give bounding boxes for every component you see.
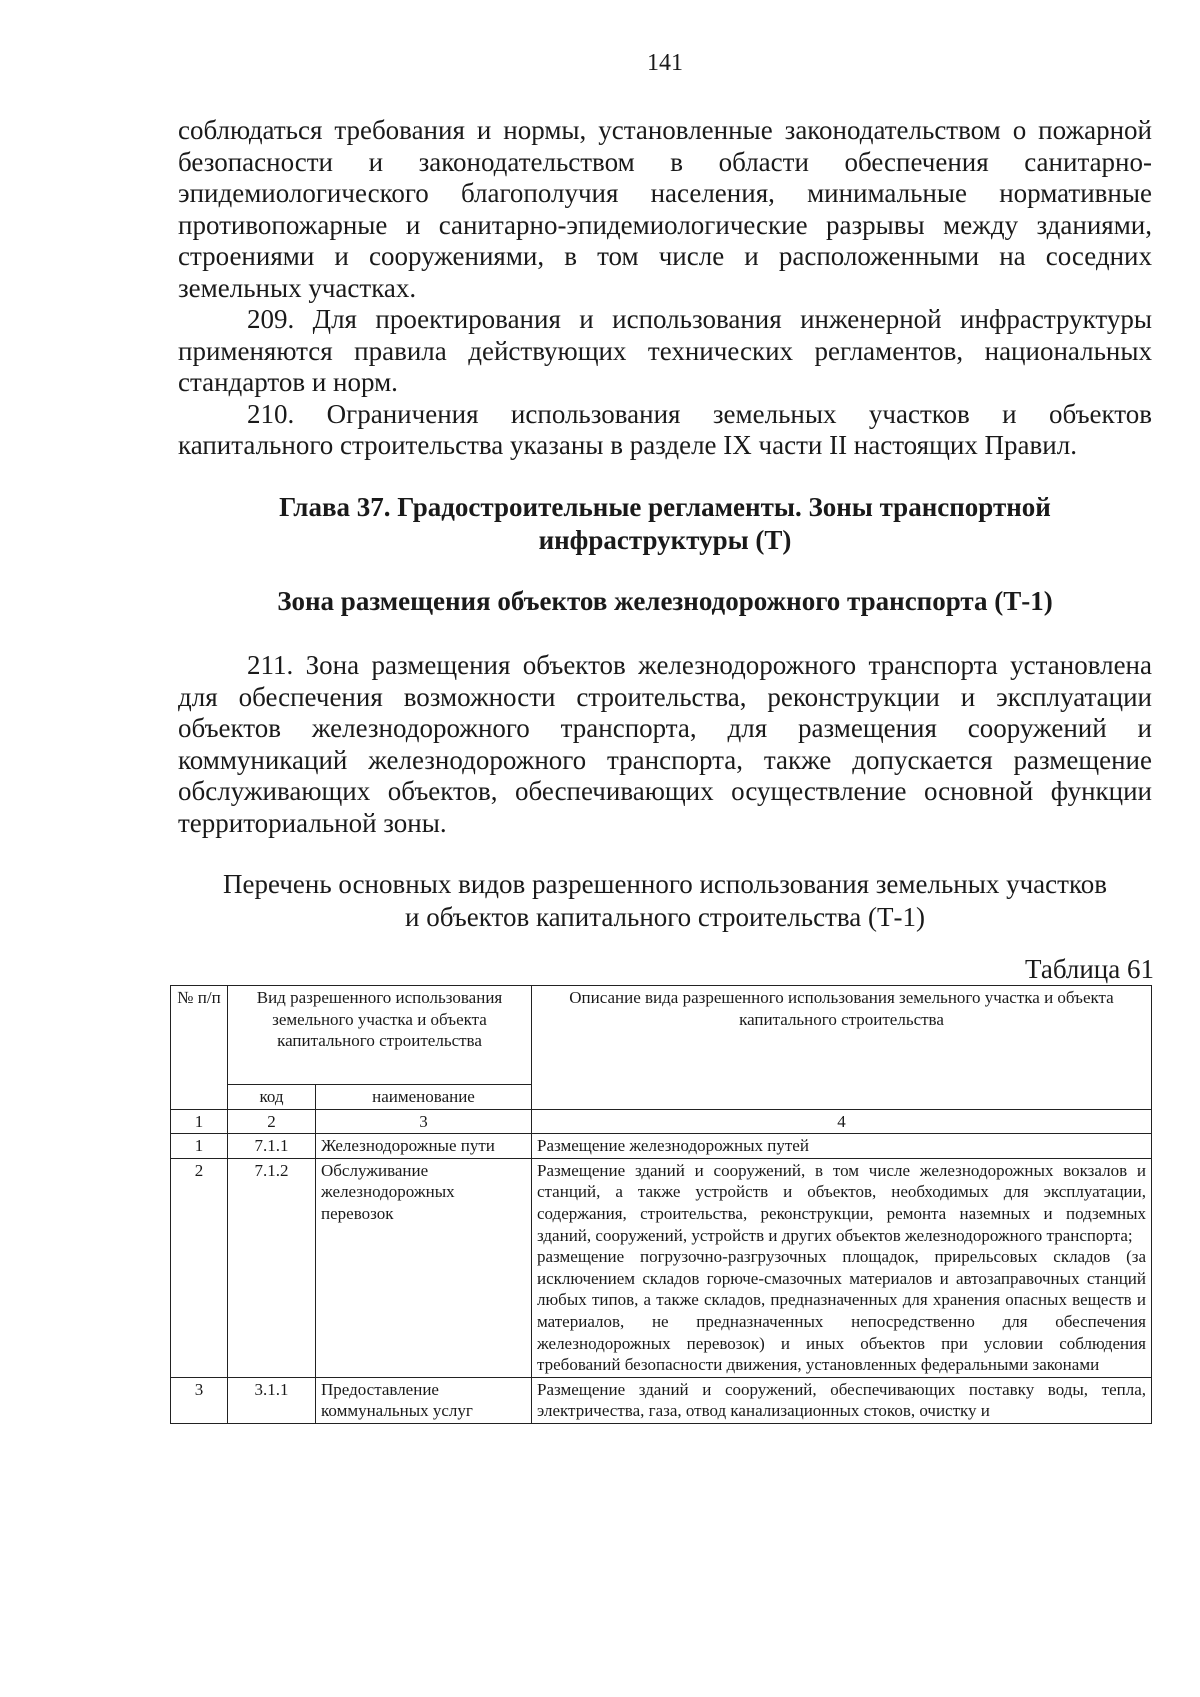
paragraph-211: 211. Зона размещения объектов железнодорожного транспорта установлена для обеспечения возможности строительства, реконструкции и эксплуатации объектов железнодорожного транспорта, для размещения сооружений и коммуникаций железнодорожного транспорта, также допускается размещение обслуживающих объектов, обеспечивающих осуществление основной функции территориальной зоны. [178, 650, 1152, 838]
column-number: 3 [316, 1109, 532, 1134]
list-title [178, 868, 1152, 934]
header-num: № п/п [171, 986, 228, 1110]
header-name: наименование [316, 1085, 532, 1110]
list-title-line-2: и объектов капитального строительства (Т-1) [405, 902, 925, 932]
row-name: Обслуживание железнодорожных перевозок [316, 1158, 532, 1377]
header-kind: Вид разрешенного использования земельного участка и объекта капитального строительства [228, 986, 532, 1085]
table-row [171, 1134, 1152, 1159]
chapter-title-line-1: Глава 37. Градостроительные регламенты. Зоны транспортной [279, 492, 1051, 522]
paragraph-209: 209. Для проектирования и использования инженерной инфраструктуры применяются правила действующих технических регламентов, национальных стандартов и норм. [178, 304, 1152, 397]
page-number: 141 [647, 50, 683, 76]
row-num: 3 [171, 1377, 228, 1423]
row-description-part-1: Размещение зданий и сооружений, в том числе железнодорожных вокзалов и станций, а также устройств и объектов, необходимых для эксплуатации, содержания, строительства, реконструкции, ремонта наземных и подземных зданий, сооружений, устройств и других объектов железнодорожного транспорта; [537, 1160, 1146, 1245]
row-num: 1 [171, 1134, 228, 1159]
land-use-table [170, 985, 1152, 1424]
list-title-line-1: Перечень основных видов разрешенного использования земельных участков [223, 869, 1107, 899]
body-text-211 [178, 650, 1152, 839]
row-description-part-2: размещение погрузочно-разгрузочных площадок, прирельсовых складов (за исключением складов горюче-смазочных материалов и автозаправочных станций любых типов, а также складов, предназначенных для хранения опасных веществ и материалов, не предназначенных непосредственно для обеспечения железнодорожных перевозок) и иных объектов при условии соблюдения требований безопасности движения, установленных федеральными законами [537, 1247, 1146, 1375]
row-description [532, 1158, 1152, 1377]
row-code: 3.1.1 [228, 1377, 316, 1423]
row-code: 7.1.2 [228, 1158, 316, 1377]
row-num: 2 [171, 1158, 228, 1377]
row-name: Предоставление коммунальных услуг [316, 1377, 532, 1423]
paragraph-continuation: соблюдаться требования и нормы, установленные законодательством о пожарной безопасности и законодательством в области обеспечения санитарно-эпидемиологического благополучия населения, минимальные нормативные противопожарные и санитарно-эпидемиологические разрывы между зданиями, строениями и сооружениями, в том числе и расположенными на соседних земельных участках. [178, 115, 1152, 303]
table-row [171, 1377, 1152, 1423]
column-number: 4 [532, 1109, 1152, 1134]
table-row [171, 1158, 1152, 1377]
column-number: 2 [228, 1109, 316, 1134]
header-code: код [228, 1085, 316, 1110]
body-text-top [178, 115, 1152, 462]
row-description: Размещение железнодорожных путей [532, 1134, 1152, 1159]
paragraph-210: 210. Ограничения использования земельных участков и объектов капитального строительства указаны в разделе IX части II настоящих Правил. [178, 398, 1152, 460]
chapter-title [178, 491, 1152, 557]
table-header-row [171, 986, 1152, 1085]
row-description: Размещение зданий и сооружений, обеспечивающих поставку воды, тепла, электричества, газа, отвод канализационных стоков, очистку и [532, 1377, 1152, 1423]
row-name: Железнодорожные пути [316, 1134, 532, 1159]
row-code: 7.1.1 [228, 1134, 316, 1159]
zone-title: Зона размещения объектов железнодорожного транспорта (Т-1) [277, 586, 1053, 616]
column-number-row [171, 1109, 1152, 1134]
column-number: 1 [171, 1109, 228, 1134]
table-label: Таблица 61 [1025, 954, 1154, 984]
chapter-title-line-2: инфраструктуры (Т) [538, 525, 792, 555]
header-description: Описание вида разрешенного использования земельного участка и объекта капитального строительства [532, 986, 1152, 1110]
